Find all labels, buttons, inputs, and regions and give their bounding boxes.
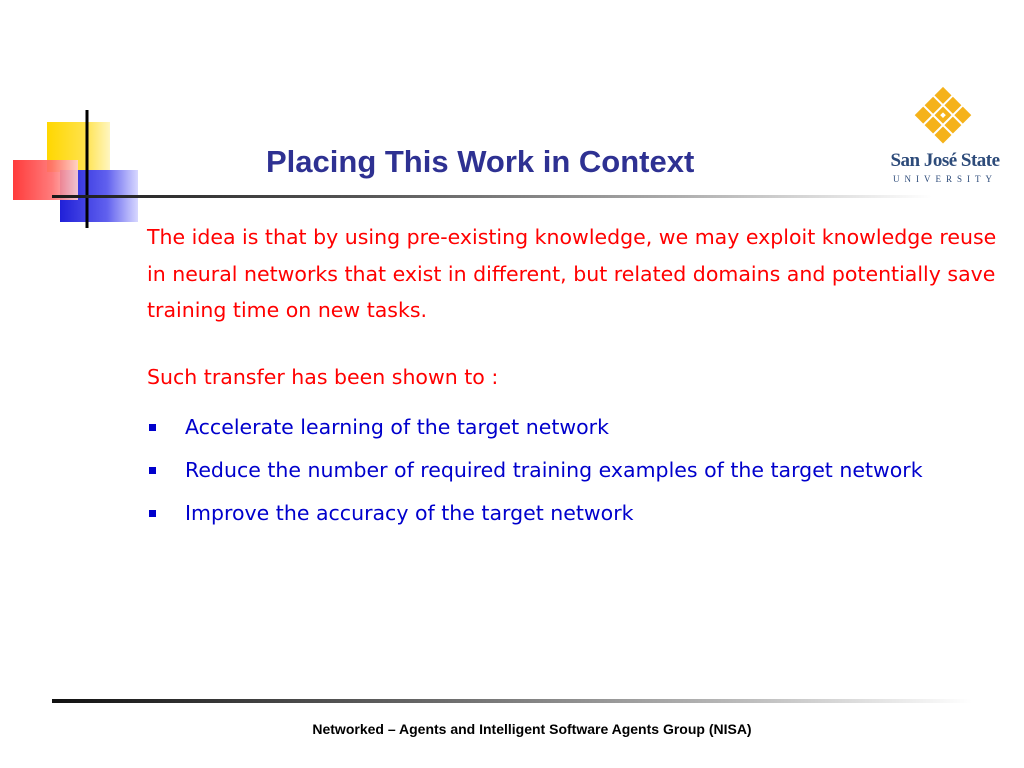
sjsu-diamond-lattice-icon [908,86,978,150]
title-underline [52,195,932,198]
slide-title: Placing This Work in Context [266,144,695,179]
list-item [147,452,923,495]
benefits-list [147,409,923,538]
list-item-text: Reduce the number of required training examples of the target network [185,458,923,482]
square-bullet-icon [149,510,156,517]
logo-university-name: San José State [890,150,1000,171]
corner-decoration [0,100,160,240]
university-logo [884,86,1004,190]
intro-paragraph: The idea is that by using pre-existing knowledge, we may exploit knowledge reuse in neural networks that exist in different, but related domains and potentially save training time on new tasks. [147,225,997,322]
deco-red-square [13,160,78,200]
footer-divider [52,699,972,703]
list-item [147,495,923,538]
list-item [147,409,923,452]
logo-university-label: UNIVERSITY [893,174,997,184]
square-bullet-icon [149,424,156,431]
transfer-paragraph: Such transfer has been shown to : [147,365,499,389]
list-item-text: Improve the accuracy of the target network [185,501,634,525]
footer-text: Networked – Agents and Intelligent Software Agents Group (NISA) [312,721,752,737]
square-bullet-icon [149,467,156,474]
list-item-text: Accelerate learning of the target network [185,415,609,439]
